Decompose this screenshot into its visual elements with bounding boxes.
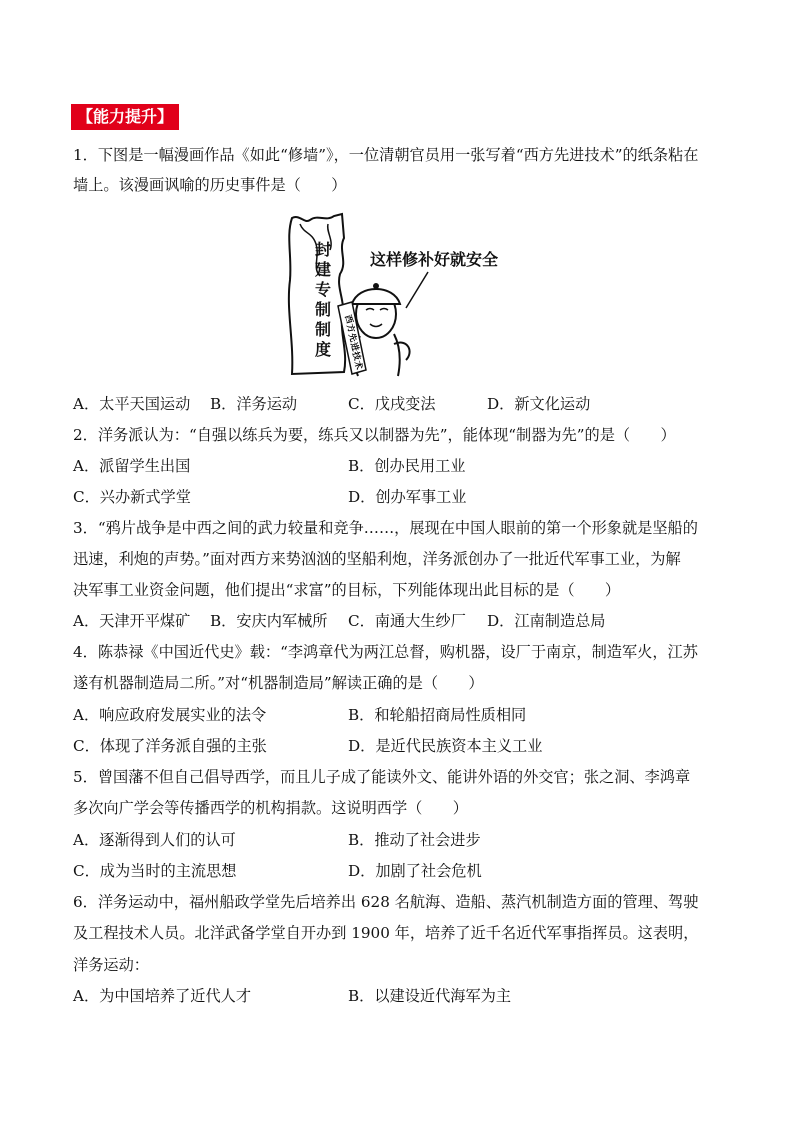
section-label: 【能力提升】 bbox=[71, 104, 179, 130]
speech-bubble-text: 这样修补好就安全 bbox=[370, 250, 499, 269]
q3-option-b[interactable]: B．安庆内军械所 bbox=[210, 612, 328, 630]
q1-option-a[interactable]: A．太平天国运动 bbox=[73, 395, 191, 413]
strip-char: 先 bbox=[345, 332, 359, 344]
q5-option-b[interactable]: B．推动了社会进步 bbox=[348, 831, 481, 849]
q4-option-c[interactable]: C．体现了洋务派自强的主张 bbox=[73, 737, 267, 755]
q1-option-d[interactable]: D．新文化运动 bbox=[487, 395, 591, 413]
q3-line-3: 决军事工业资金问题，他们提出“求富”的目标，下列能体现出此目标的是（ ） bbox=[73, 581, 621, 599]
q2-option-c[interactable]: C．兴办新式学堂 bbox=[73, 488, 191, 506]
q6-line-2: 及工程技术人员。北洋武备学堂自开办到 1900 年，培养了近千名近代军事指挥员。这表明， bbox=[73, 924, 699, 942]
q3-line-2: 迅速，利炮的声势。”面对西方来势汹汹的坚船利炮，洋务派创办了一批近代军事工业，为解 bbox=[73, 550, 681, 568]
strip-char: 技 bbox=[349, 350, 362, 362]
q6-option-b[interactable]: B．以建设近代海军为主 bbox=[348, 987, 512, 1005]
q5-line-1: 5．曾国藩不但自己倡导西学，而且儿子成了能读外文、能讲外语的外交官；张之洞、李鸿章 bbox=[73, 768, 691, 786]
q2-option-b[interactable]: B．创办民用工业 bbox=[348, 457, 466, 475]
q4-line-1: 4．陈恭禄《中国近代史》载：“李鸿章代为两江总督，购机器，设厂于南京，制造军火，江苏 bbox=[73, 643, 698, 661]
wall-char-2: 建 bbox=[314, 260, 331, 279]
q3-line-1: 3．“鸦片战争是中西之间的武力较量和竞争……，展现在中国人眼前的第一个形象就是坚船的 bbox=[73, 519, 698, 537]
q1-option-b[interactable]: B．洋务运动 bbox=[210, 395, 298, 413]
q2-option-a[interactable]: A．派留学生出国 bbox=[73, 457, 191, 475]
q6-option-a[interactable]: A．为中国培养了近代人才 bbox=[73, 987, 252, 1005]
q6-line-3: 洋务运动： bbox=[73, 956, 149, 974]
q6-line-1: 6．洋务运动中，福州船政学堂先后培养出 628 名航海、造船、蒸汽机制造方面的管理、驾驶 bbox=[73, 893, 699, 911]
q4-option-d[interactable]: D．是近代民族资本主义工业 bbox=[348, 737, 543, 755]
q1-option-c[interactable]: C．戊戌变法 bbox=[348, 395, 436, 413]
q1-line-1: 1．下图是一幅漫画作品《如此“修墙”》，一位清朝官员用一张写着“西方先进技术”的纸条粘在 bbox=[73, 146, 699, 164]
q5-option-d[interactable]: D．加剧了社会危机 bbox=[348, 862, 482, 880]
wall-char-4: 制 bbox=[314, 300, 331, 319]
wall-char-5: 制 bbox=[314, 320, 331, 339]
strip-char: 进 bbox=[347, 341, 360, 353]
q4-option-a[interactable]: A．响应政府发展实业的法令 bbox=[73, 706, 267, 724]
q2-option-d[interactable]: D．创办军事工业 bbox=[348, 488, 467, 506]
strip-char: 方 bbox=[344, 323, 357, 335]
q3-option-c[interactable]: C．南通大生纱厂 bbox=[348, 612, 466, 630]
q5-line-2: 多次向广学会等传播西学的机构捐款。这说明西学（ ） bbox=[73, 799, 468, 817]
strip-char: 术 bbox=[351, 359, 364, 372]
q5-option-a[interactable]: A．逐渐得到人们的认可 bbox=[73, 831, 236, 849]
wall-char-6: 度 bbox=[314, 340, 331, 359]
q4-option-b[interactable]: B．和轮船招商局性质相同 bbox=[348, 706, 527, 724]
wall-char-3: 专 bbox=[314, 280, 331, 299]
q4-line-2: 遂有机器制造局二所。”对“机器制造局”解读正确的是（ ） bbox=[73, 674, 484, 692]
q5-option-c[interactable]: C．成为当时的主流思想 bbox=[73, 862, 237, 880]
q3-option-a[interactable]: A．天津开平煤矿 bbox=[73, 612, 191, 630]
strip-char: 西 bbox=[342, 313, 355, 326]
wall-char-1: 封 bbox=[314, 240, 331, 259]
q2-line-1: 2．洋务派认为：“自强以练兵为要，练兵又以制器为先”，能体现“制器为先”的是（ ） bbox=[73, 426, 676, 444]
q1-line-2: 墙上。该漫画讽喻的历史事件是（ ） bbox=[73, 176, 347, 194]
q3-option-d[interactable]: D．江南制造总局 bbox=[487, 612, 606, 630]
